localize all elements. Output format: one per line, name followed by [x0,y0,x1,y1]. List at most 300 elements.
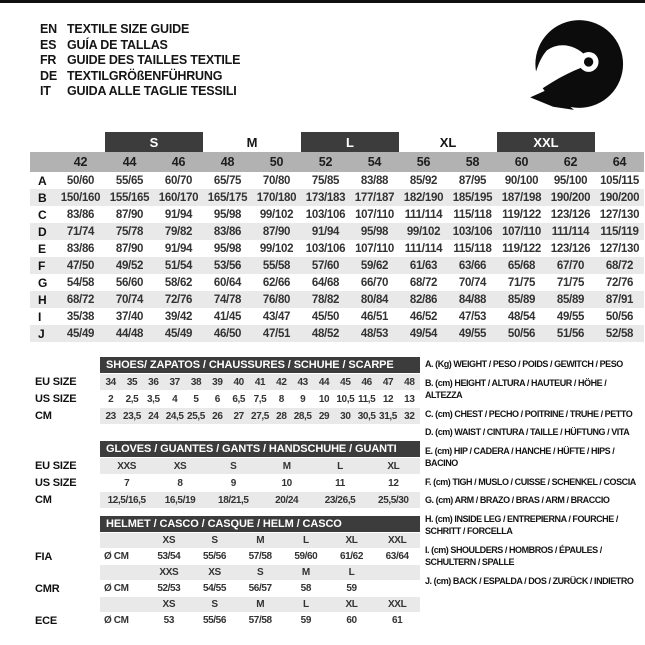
value-cell: 9 [300,393,306,405]
size-cell: 87/90 [262,225,291,238]
value-cell: 38 [190,376,202,388]
row-letter: J [38,326,45,341]
size-cell: 59/62 [360,259,389,272]
standard-label: CMR [35,582,60,595]
language-label: TEXTILGRÖßENFÜHRUNG [67,68,223,83]
size-cell: 45/49 [164,327,193,340]
value-cell: 23/26,5 [324,494,356,506]
size-column-header: 46 [171,155,186,169]
row-label [35,597,100,612]
size-cell: 52/58 [605,327,634,340]
size-column-header: 50 [269,155,284,169]
measurement-legend [425,358,644,593]
value-cell: 32 [404,410,415,422]
size-cell: 70/80 [262,174,291,187]
row-band [100,475,420,491]
value-cell: 31,5 [379,410,397,422]
size-cell: 72/76 [605,276,634,289]
value-cell: 39 [212,376,223,388]
table-row [35,374,420,390]
helmet-size-header: M [256,535,265,546]
value-cell: 10 [318,393,330,405]
row-label: EU SIZE [35,460,77,472]
value-cell: 27,5 [251,410,269,422]
size-cell: 68/72 [409,276,438,289]
size-column-header: 54 [367,155,382,169]
value-cell: 16,5/19 [164,494,196,506]
table-row [35,408,420,424]
value-cell: 45 [340,376,351,388]
size-cell: 115/118 [453,242,492,255]
size-cell: 47/51 [262,327,291,340]
language-list [40,22,240,100]
helmet-size-header: XS [162,599,176,610]
size-cell: 85/89 [556,293,585,306]
size-cell: 150/160 [60,191,101,204]
size-cell: 111/114 [404,242,443,255]
section-gap [35,509,420,516]
size-cell: 103/106 [305,242,346,255]
value-cell: 46 [361,376,372,388]
table-row [35,492,420,508]
size-cell: 65/75 [213,174,242,187]
size-row-a [30,172,644,189]
helmet-sizes-row [35,597,420,612]
value-cell: 7,5 [253,393,267,405]
size-cell: 35/38 [66,310,95,323]
size-row-f [30,257,644,274]
helmet-values-row [35,549,420,564]
value-cell: XXS [117,460,137,472]
size-cell: 111/114 [404,208,443,221]
helmet-size-header: XL [345,599,358,610]
helmet-value-cell: 52/53 [157,583,181,594]
value-cell: 47 [382,376,394,388]
size-cell: 49/55 [556,310,585,323]
table-title: GLOVES / GUANTES / GANTS / HANDSCHUHE / GUANTI [100,441,420,457]
helmet-value-cell: 56/57 [248,583,272,594]
size-row-j [30,325,644,342]
size-cell: 119/122 [502,242,541,255]
size-cell: 103/106 [452,225,493,238]
size-cell: 71/74 [66,225,95,238]
legend-item: B. (cm) HEIGHT / ALTURA / HAUTEUR / HÖHE / ALTEZZA [425,377,607,400]
size-group-s: S [105,132,203,152]
textile-size-table [30,132,644,342]
size-cell: 190/200 [599,191,640,204]
size-cell: 107/110 [502,225,541,238]
size-cell: 90/100 [504,174,539,187]
standard-label: FIA [35,550,53,563]
value-cell: 3,5 [146,393,160,405]
value-cell: 18/21,5 [218,494,249,506]
size-group-row [30,132,644,152]
helmet-size-header: S [211,535,218,546]
language-row [40,53,240,69]
size-cell: 64/68 [311,276,340,289]
value-cell: 8 [278,393,284,405]
value-cell: 12 [382,393,394,405]
size-cell: 68/72 [605,259,634,272]
helmet-value-cell: 58 [300,583,311,594]
size-cell: 182/190 [403,191,444,204]
value-cell: 10 [281,477,292,489]
size-row-i [30,308,644,325]
values-band [100,581,420,596]
row-label: EU SIZE [35,376,77,388]
size-cell: 115/119 [600,225,639,238]
helmet-sizes-row [35,533,420,548]
size-cell: 170/180 [256,191,297,204]
size-cell: 83/86 [66,208,95,221]
helmet-value-cell: 59/60 [294,551,318,562]
value-cell: M [282,460,291,472]
value-cell: 5 [193,393,199,405]
size-cell: 57/60 [311,259,340,272]
size-cell: 127/130 [599,242,640,255]
size-cell: 85/89 [507,293,536,306]
value-cell: 34 [105,376,116,388]
size-cell: 91/94 [311,225,340,238]
size-cell: 95/98 [360,225,389,238]
helmet-size-header: XXL [388,535,407,546]
helmet-size-header: L [348,567,355,578]
helmet-value-cell: 63/64 [385,551,409,562]
size-cell: 68/72 [66,293,95,306]
size-cell: 187/198 [501,191,542,204]
value-cell: 2,5 [125,393,139,405]
size-cell: 185/195 [452,191,493,204]
size-row-h [30,291,644,308]
size-cell: 91/94 [164,242,193,255]
value-cell: 7 [124,477,130,489]
size-cell: 87/90 [115,242,144,255]
value-cell: 11,5 [358,393,376,405]
size-column-header: 42 [73,155,88,169]
size-cell: 82/86 [409,293,438,306]
legend-item: G. (cm) ARM / BRAZO / BRAS / ARM / BRACCIO [425,495,610,505]
size-cell: 50/56 [507,327,536,340]
size-cell: 56/60 [115,276,144,289]
size-cell: 123/126 [550,208,591,221]
helmet-size-header: S [257,567,264,578]
row-letter: E [38,241,47,256]
row-letter: G [38,275,48,290]
size-cell: 95/100 [553,174,588,187]
size-cell: 46/50 [213,327,242,340]
row-letter: H [38,292,47,307]
size-cell: 78/82 [311,293,340,306]
size-cell: 49/52 [115,259,144,272]
size-cell: 83/88 [360,174,389,187]
size-cell: 48/53 [360,327,389,340]
value-cell: 24 [148,410,159,422]
size-cell: 48/52 [311,327,340,340]
value-cell: 2 [108,393,114,405]
language-label: TEXTILE SIZE GUIDE [67,22,190,36]
size-cell: 51/56 [556,327,585,340]
value-cell: 28,5 [293,410,312,422]
size-cell: 49/55 [458,327,487,340]
language-row [40,69,240,85]
row-band [100,458,420,474]
helmet-value-cell: 53/54 [157,551,181,562]
helmet-value-cell: 61/62 [339,551,363,562]
row-label [35,533,100,548]
size-row-b [30,189,644,206]
value-cell: 6,5 [232,393,246,405]
value-cell: 25,5/30 [378,494,409,506]
standard-label: ECE [35,614,58,627]
table-header-row [35,441,420,457]
size-cell: 75/78 [115,225,144,238]
size-cell: 50/60 [66,174,95,187]
size-cell: 41/45 [213,310,242,323]
value-cell: 24,5 [165,410,184,422]
helmet-values-row [35,613,420,628]
legend-item: H. (cm) INSIDE LEG / ENTREPIERNA / FOURCHE / SCHRITT / FORCELLA [425,513,618,536]
row-letter: B [38,190,47,205]
size-cell: 111/114 [551,225,590,238]
size-column-header: 44 [122,155,137,169]
size-column-header: 58 [465,155,480,169]
language-code: EN [40,22,57,36]
row-label: US SIZE [35,477,77,489]
size-group-m: M [246,134,258,150]
size-cell: 75/85 [311,174,340,187]
sizes-band [100,565,420,580]
language-code: DE [40,68,57,83]
value-cell: 13 [404,393,415,405]
size-cell: 99/102 [259,208,294,221]
size-cell: 76/80 [262,293,291,306]
size-cell: 62/66 [262,276,291,289]
value-cell: 29 [318,410,330,422]
row-band [100,408,420,424]
diameter-prefix: Ø CM [104,551,129,562]
language-code: FR [40,53,57,67]
row-letter: C [38,207,47,222]
size-cell: 123/126 [550,242,591,255]
value-cell: 44 [318,376,330,388]
size-cell: 84/88 [458,293,487,306]
size-cell: 177/187 [354,191,395,204]
row-label [35,565,100,580]
size-cell: 119/122 [502,208,541,221]
sizes-band [100,533,420,548]
value-cell: 12 [388,477,399,489]
size-cell: 67/70 [556,259,585,272]
helmet-size-header: XXL [388,599,407,610]
size-cell: 55/58 [262,259,291,272]
value-cell: 6 [214,393,220,405]
section-gap [35,425,420,441]
size-cell: 46/51 [360,310,389,323]
size-column-header: 56 [416,155,431,169]
size-column-header: 62 [563,155,578,169]
row-band [100,492,420,508]
size-cell: 71/75 [507,276,536,289]
size-group-xxl: XXL [497,132,595,152]
value-cell: 28 [276,410,287,422]
language-code: IT [40,84,51,98]
shoes-table [35,357,420,424]
helmet-value-cell: 57/58 [248,551,272,562]
size-cell: 53/56 [213,259,242,272]
value-cell: 30,5 [357,410,376,422]
row-label: US SIZE [35,393,77,405]
table-title: HELMET / CASCO / CASQUE / HELM / CASCO [100,516,420,532]
size-cell: 165/175 [207,191,248,204]
value-cell: 30 [340,410,351,422]
size-cell: 91/94 [164,208,193,221]
size-rows [30,172,644,342]
value-cell: 8 [177,477,183,489]
size-cell: 173/183 [305,191,346,204]
value-cell: 36 [148,376,159,388]
helmet-size-header: XL [345,535,358,546]
table-header-row [35,357,420,373]
value-cell: 41 [254,376,266,388]
helmet-size-header: XXS [159,567,179,578]
size-column-header: 52 [318,155,333,169]
legend-item: F. (cm) TIGH / MUSLO / CUISSE / SCHENKEL / COSCIA [425,476,636,487]
value-cell: 27 [233,410,244,422]
size-cell: 47/50 [66,259,95,272]
size-cell: 65/68 [507,259,536,272]
row-label: CM [35,494,52,506]
value-cell: XL [387,460,400,472]
size-cell: 103/106 [305,208,346,221]
legend-item: E. (cm) HIP / CADERA / HANCHE / HÜFTE / HIPS / BACINO [425,445,615,468]
size-row-d [30,223,644,240]
value-cell: 23 [105,410,116,422]
size-cell: 99/102 [259,242,294,255]
table-row [35,475,420,491]
value-cell: 11 [335,477,345,489]
helmet-value-cell: 54/55 [202,583,226,594]
value-cell: 23,5 [123,410,141,422]
value-cell: 37 [169,376,180,388]
table-row [35,391,420,407]
row-label: CM [35,410,52,422]
value-cell: 42 [276,376,287,388]
value-cell: S [230,460,237,472]
language-label: GUÍA DE TALLAS [67,37,168,52]
size-number-row [30,152,644,172]
size-cell: 58/62 [164,276,193,289]
values-band [100,549,420,564]
row-letter: I [38,309,42,324]
size-cell: 48/54 [507,310,536,323]
size-cell: 87/95 [458,174,487,187]
value-cell: 9 [230,477,236,489]
value-cell: 4 [172,393,178,405]
size-cell: 63/66 [458,259,487,272]
size-cell: 44/48 [115,327,144,340]
value-cell: 20/24 [275,494,299,506]
size-cell: 79/82 [164,225,193,238]
legend-item: I. (cm) SHOULDERS / HOMBROS / ÉPAULES / SCHULTERN / SPALLE [425,544,602,567]
language-label: GUIDE DES TAILLES TEXTILE [67,53,241,67]
values-band [100,613,420,628]
helmet-value-cell: 60 [346,615,357,626]
helmet-size-header: M [301,567,310,578]
size-cell: 85/92 [409,174,438,187]
size-cell: 51/54 [164,259,193,272]
value-cell: 25,5 [187,410,205,422]
size-cell: 95/98 [213,208,242,221]
helmet-size-header: L [302,599,309,610]
helmet-value-cell: 59 [300,615,311,626]
helmet-values-row [35,581,420,596]
value-cell: 48 [404,376,415,388]
size-cell: 45/49 [66,327,95,340]
size-column-header: 64 [612,155,627,169]
size-cell: 95/98 [213,242,242,255]
size-cell: 60/70 [164,174,193,187]
size-cell: 46/52 [409,310,438,323]
size-cell: 99/102 [406,225,441,238]
size-cell: 70/74 [115,293,144,306]
size-cell: 50/56 [605,310,634,323]
value-cell: 10,5 [336,393,355,405]
size-row-e [30,240,644,257]
size-column-header: 48 [220,155,235,169]
size-cell: 107/110 [355,208,394,221]
helmet-size-header: XS [162,535,176,546]
size-cell: 74/78 [213,293,242,306]
racing-helmet-icon [520,16,628,112]
diameter-prefix: Ø CM [104,615,129,626]
size-cell: 115/118 [453,208,492,221]
header-spacer [35,357,100,373]
language-row [40,38,240,54]
size-cell: 72/76 [164,293,193,306]
language-label: GUIDA ALLE TAGLIE TESSILI [67,84,237,98]
legend-item: J. (cm) BACK / ESPALDA / DOS / ZURÜCK / INDIETRO [425,575,634,586]
row-band [100,391,420,407]
size-cell: 87/90 [115,208,144,221]
helmet-value-cell: 53 [163,615,174,626]
value-cell: 12,5/16,5 [107,494,146,506]
size-row-g [30,274,644,291]
size-cell: 49/54 [409,327,438,340]
accessory-tables [35,357,420,629]
row-letter: A [38,173,47,188]
size-cell: 60/64 [213,276,242,289]
size-cell: 71/75 [556,276,585,289]
row-band [100,374,420,390]
language-code: ES [40,37,57,52]
size-cell: 45/50 [311,310,340,323]
table-header-row [35,516,420,532]
legend-item: C. (cm) CHEST / PECHO / POITRINE / TRUHE / PETTO [425,408,633,419]
helmet-size-header: XS [208,567,221,578]
helmet-value-cell: 59 [346,583,357,594]
helmet-value-cell: 57/58 [248,615,272,626]
helmet-table [35,516,420,628]
sizes-band [100,597,420,612]
size-cell: 54/58 [66,276,95,289]
helmet-size-header: S [211,599,218,610]
size-cell: 43/47 [262,310,291,323]
row-letter: D [38,224,47,239]
size-cell: 70/74 [458,276,487,289]
table-title: SHOES/ ZAPATOS / CHAUSSURES / SCHUHE / SCARPE [100,357,420,373]
header-spacer [35,516,100,532]
size-cell: 55/65 [115,174,144,187]
